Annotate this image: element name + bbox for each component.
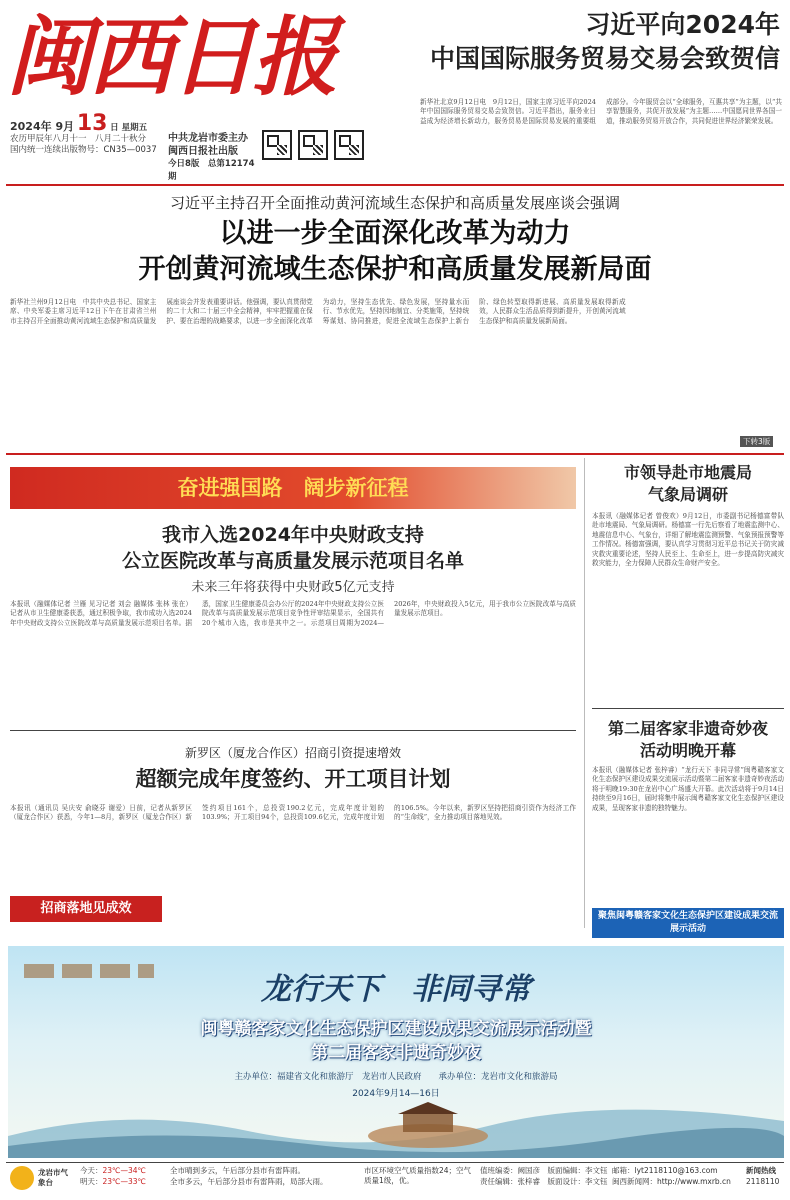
- weekday: 日 星期五: [110, 123, 148, 133]
- day-number: 13: [76, 111, 108, 136]
- ad-landscape-illustration: [8, 1096, 784, 1158]
- newspaper-logo: 闽西日报: [6, 7, 334, 108]
- column-rule: [584, 458, 585, 928]
- top-story-title-1: 习近平向2024年: [585, 10, 780, 39]
- side1-body: 本报讯（融媒体记者 曾俊欢）9月12日，市委副书记杨德富带队赴市地震局、气象局调研。杨德富一行先后察看了地震监测中心、地震信息中心、气象台，详细了解地震监测预警、气象预报预警等工作情况。杨德富强调，要认真学习贯彻习近平总书记关于防灾减灾救灾重要论述，坚持人民至上、生命至上，进一步提高防灾减灾救灾能力，全力保障人民群众生命财产安全。: [592, 512, 784, 568]
- lead-story-body: 新华社兰州9月12日电 中共中央总书记、国家主席、中央军委主席习近平12日下午在甘肃省兰州市主持召开全面推动黄河流域生态保护和高质量发展座谈会并发表重要讲话。他强调，要认真贯彻党的二十大和二十届三中全会精神，牢牢把握重在保护、要在治理的战略要求，以进一步全面深化改革为动力，坚持生态优先、绿色发展，坚持量水而行、节水优先，坚持因地制宜、分类施策，坚持统筹谋划、协同推进，促进全流域生态保护上新台阶、绿色转型取得新进展、高质量发展取得新成效，人民群众生活品质得到新提升，开创黄河流域生态保护和高质量发展新局面。: [10, 298, 626, 325]
- top-story-body: 新华社北京9月12日电 9月12日，国家主席习近平向2024年中国国际服务贸易交易会致贺信。习近平指出，服务业日益成为经济增长新动力，服务贸易是国际贸易发展的重要组成部分。今年服贸会以“全球服务，互惠共享”为主题，以“共享智慧服务，共促开放发展”为主题……中国愿同世界各国一道，推动服务贸易开放合作，共同促进世界经济繁荣发展。: [420, 98, 782, 125]
- hotline-label: 新闻热线: [746, 1166, 776, 1175]
- lunar-date: 农历甲辰年八月十一 八月二十秋分: [10, 134, 147, 144]
- side1-title[interactable]: [592, 462, 784, 506]
- event-advertisement[interactable]: [8, 946, 784, 1158]
- story2-title-2: 公立医院改革与高质量发展示范项目名单: [121, 550, 464, 572]
- story3-title[interactable]: 超额完成年度签约、开工项目计划: [135, 767, 451, 791]
- today-temp: 23℃—34℃: [102, 1166, 146, 1175]
- top-story-headline[interactable]: [350, 8, 780, 76]
- top-story-title-2: 中国国际服务贸易交易会致贺信: [429, 44, 780, 73]
- issue-info: 今日8版 总第12174期: [168, 159, 255, 182]
- publisher-2: 闽西日报社出版: [168, 146, 238, 157]
- tomorrow-forecast: 全市多云，午后部分县市有雷阵雨，局部大雨。: [170, 1177, 328, 1186]
- story3-tag[interactable]: 招商落地见成效: [10, 896, 162, 922]
- lead-story-title-1: 以进一步全面深化改革为动力: [219, 218, 571, 249]
- cn-number: 国内统一连续出版物号：CN35—0037: [10, 145, 157, 155]
- today-label: 今天：: [80, 1166, 103, 1175]
- story2-title[interactable]: [10, 522, 576, 574]
- story3-body: 本报讯（通讯员 吴庆安 俞晓芬 谢爱）日前，记者从新罗区（厦龙合作区）获悉，今年1—8月，新罗区（厦龙合作区）新签约项目161个，总投资190.2亿元，完成年度计划的103.9%；开工项目94个，总投资109.6亿元，完成年度计划的106.5%。今年以来，新罗区坚持把招商引资作为经济工作的“生命线”，全力推动项目落地见效。: [10, 804, 576, 822]
- side1-title-2: 气象局调研: [647, 485, 728, 504]
- publisher-block: [168, 132, 258, 184]
- weather-label: 龙岩市气象台: [38, 1168, 68, 1187]
- ad-dates: 2024年9月14—16日: [352, 1089, 440, 1099]
- divider: [592, 708, 784, 709]
- ad-organizer: 主办单位：福建省文化和旅游厅 龙岩市人民政府 承办单位：龙岩市文化和旅游局: [234, 1072, 558, 1082]
- story3-kicker: 新罗区（厦龙合作区）招商引资提速增效: [184, 746, 401, 760]
- section-banner: [10, 467, 576, 509]
- qr-code-icon[interactable]: [262, 130, 292, 160]
- divider: [6, 1162, 784, 1163]
- divider: [6, 453, 784, 455]
- side1-title-1: 市领导赴市地震局: [623, 463, 752, 482]
- divider: [10, 730, 576, 731]
- editor-line-1: 值班编委：阙国彦 版面编辑：李文钰: [480, 1166, 608, 1175]
- ad-title: 闽粤赣客家文化生态保护区建设成果交流展示活动暨: [200, 1019, 592, 1039]
- side2-caption[interactable]: 聚焦闽粤赣客家文化生态保护区建设成果交流展示活动: [592, 908, 784, 938]
- air-quality: 市区环境空气质量指数24；空气质量1级，优。: [364, 1166, 472, 1185]
- side2-title[interactable]: [592, 718, 784, 762]
- publisher-1: 中共龙岩市委主办: [168, 133, 248, 144]
- hotline-number: 2118110: [746, 1177, 780, 1186]
- footer: [10, 1166, 786, 1196]
- story2-subtitle: 未来三年将获得中央财政5亿元支持: [191, 580, 395, 595]
- qr-codes: [262, 130, 370, 164]
- page-ref[interactable]: 下转3版: [740, 436, 773, 447]
- today-forecast: 全市晴到多云，午后部分县市有雷阵雨。: [170, 1166, 305, 1175]
- story2-body: 本报讯（融媒体记者 兰雁 见习记者 刘会 融媒体 张林 张在） 记者从市卫生健康委获悉，通过积极争取，我市成功入选2024年中央财政支持公立医院改革与高质量发展示范项目名单。据悉，国家卫生健康委员会办公厅的2024年中央财政支持公立医院改革与高质量发展示范项目竞争性评审结果显示，全国共有20个城市入选，我市是其中之一。示范项目周期为2024—2026年，中央财政投入5亿元，用于我市公立医院改革与高质量发展示范项目。: [10, 600, 576, 627]
- editor-line-2: 责任编辑：张梓睿 版面设计：李文钰: [480, 1177, 608, 1186]
- divider: [6, 184, 784, 186]
- email[interactable]: 邮箱：lyt2118110@163.com: [612, 1166, 718, 1175]
- banner-text: 奋进强国路 阔步新征程: [177, 476, 409, 500]
- date-block: [10, 111, 157, 156]
- date-line: 2024年 9月: [10, 120, 75, 133]
- side2-body: 本报讯（融媒体记者 张梓睿）“龙行天下 非同寻常”闽粤赣客家文化生态保护区建设成果交流展示活动暨第二届客家非遗奇妙夜活动将于明晚19:30在龙岩中心广场盛大开幕。此次活动将于9月14日持续至9月16日，届时将集中展示闽粤赣客家文化生态保护区建设成果，呈现客家非遗的独特魅力。: [592, 766, 784, 812]
- lead-story-title-2: 开创黄河流域生态保护和高质量发展新局面: [138, 254, 652, 285]
- lead-story-kicker: 习近平主持召开全面推动黄河流域生态保护和高质量发展座谈会强调: [169, 194, 620, 212]
- sun-icon: [10, 1166, 34, 1190]
- ad-subtitle: 第二届客家非遗奇妙夜: [311, 1043, 481, 1063]
- website[interactable]: 闽西新闻网：http://www.mxrb.cn: [612, 1177, 731, 1186]
- story2-title-1: 我市入选2024年中央财政支持: [162, 524, 424, 546]
- tomorrow-label: 明天：: [80, 1177, 103, 1186]
- side2-title-2: 活动明晚开幕: [639, 741, 736, 760]
- qr-code-icon[interactable]: [298, 130, 328, 160]
- tomorrow-temp: 23℃—33℃: [102, 1177, 146, 1186]
- side2-title-1: 第二届客家非遗奇妙夜: [607, 719, 768, 738]
- qr-code-icon[interactable]: [334, 130, 364, 160]
- ad-slogan: 龙行天下 非同寻常: [261, 972, 531, 1007]
- lead-story-title[interactable]: [0, 216, 790, 288]
